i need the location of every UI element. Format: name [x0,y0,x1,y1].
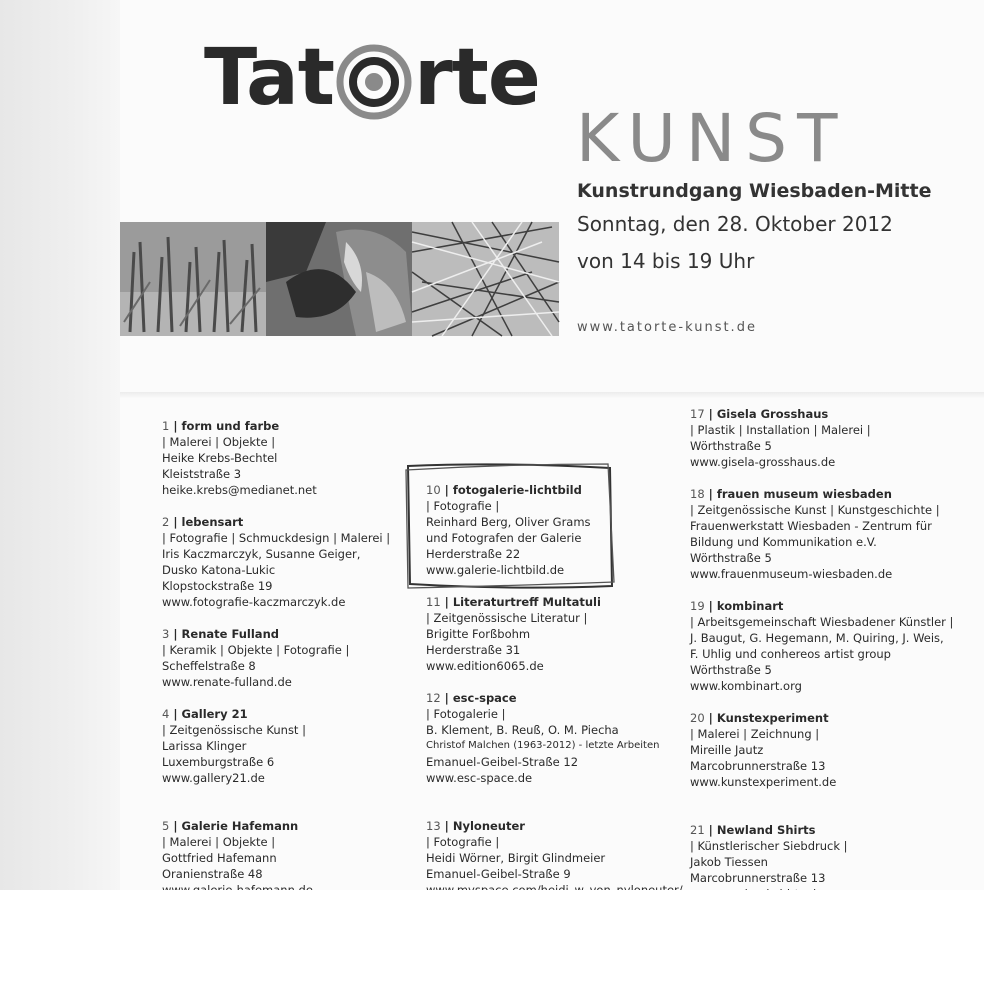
venue-5: 5 | Galerie Hafemann | Malerei | Objekte | Gottfried Hafemann Oranienstraße 48 [162,818,412,898]
blank-margin [0,890,984,984]
venue-12-link[interactable]: www.esc-space.de [426,771,533,785]
event-subtitle: Kunstrundgang Wiesbaden-Mitte [577,180,932,202]
logo-text-right: rte [414,33,540,123]
venue-11-link[interactable]: www.edition6065.de [426,659,544,673]
venue-11: 11 | Literaturtreff Multatuli | Zeitgenössische Literatur | Brigitte Forßbohm Herderstraße 31 www.edition6065.de [426,594,676,674]
venue-20-link[interactable]: www.kunstexperiment.de [690,775,837,789]
venue-20: 20 | Kunstexperiment | Malerei | Zeichnung | Mireille Jautz Marcobrunnerstraße 13 www.kunstexperiment.de [690,710,940,790]
venue-10: 10 | fotogalerie-lichtbild | Fotografie | Reinhard Berg, Oliver Grams und Fotografen der Galerie Herderstraße 22 www.galerie-lichtbild.de [426,482,676,578]
venue-1: 1 | form und farbe | Malerei | Objekte | Heike Krebs-Bechtel Kleiststraße 3 heike.krebs@medianet.net [162,418,412,498]
venue-4: 4 | Gallery 21 | Zeitgenössische Kunst | Larissa Klinger Luxemburgstraße 6 www.gallery21.de [162,706,412,786]
fold-line [120,392,984,398]
venue-10-link[interactable]: www.galerie-lichtbild.de [426,563,565,577]
kunst-title: KUNST [576,100,848,177]
venue-2: 2 | lebensart | Fotografie | Schmuckdesign | Malerei | Iris Kaczmarczyk, Susanne Geiger, Dusko Katona-Lukic Klopstockstraße 19 www.fotografie-kaczmarczyk.de [162,514,412,610]
target-icon [336,44,412,120]
venue-4-link[interactable]: www.gallery21.de [162,771,265,785]
venue-3: 3 | Renate Fulland | Keramik | Objekte | Fotografie | Scheffelstraße 8 www.renate-fulland.de [162,626,412,690]
venue-18-link[interactable]: www.frauenmuseum-wiesbaden.de [690,567,893,581]
photo-grass [120,222,267,336]
photo-figure [266,222,413,336]
flyer-sheet [120,0,984,890]
event-date: Sonntag, den 28. Oktober 2012 [577,212,893,236]
venue-13: 13 | Nyloneuter | Fotografie | Heidi Wörner, Birgit Glindmeier Emanuel-Geibel-Straße 9 [426,818,676,898]
venue-2-link[interactable]: www.fotografie-kaczmarczyk.de [162,595,346,609]
event-time: von 14 bis 19 Uhr [577,249,755,273]
website-url[interactable]: www.tatorte-kunst.de [577,320,757,335]
venue-17: 17 | Gisela Grosshaus | Plastik | Installation | Malerei | Wörthstraße 5 www.gisela-grosshaus.de [690,406,940,470]
venue-21: 21 | Newland Shirts | Künstlerischer Siebdruck | Jakob Tiessen Marcobrunnerstraße 13 [690,822,940,902]
venue-19: 19 | kombinart | Arbeitsgemeinschaft Wiesbadener Künstler | J. Baugut, G. Hegemann, M. Quiring, J. Weis, F. Uhlig und conhereos artist group Wörthstraße 5 www.kombinart.org [690,599,954,693]
photo-straw [412,222,559,336]
venue-3-link[interactable]: www.renate-fulland.de [162,675,292,689]
logo-text-left: Tat [204,33,335,123]
venue-17-link[interactable]: www.gisela-grosshaus.de [690,455,836,469]
venue-19-link[interactable]: www.kombinart.org [690,679,802,693]
venue-12: 12 | esc-space | Fotogalerie | B. Klement, B. Reuß, O. M. Piecha Christof Malchen (1963-2012) - letzte Arbeiten Emanuel-Geibel-Straße 12 www.esc-space.de [426,690,676,786]
venue-1-link[interactable]: heike.krebs@medianet.net [162,483,317,497]
venue-18: 18 | frauen museum wiesbaden | Zeitgenössische Kunst | Kunstgeschichte | Frauenwerkstatt Wiesbaden - Zentrum für Bildung und Kommunikation e.V. Wörthstraße 5 www.frauenmuseum-wiesbaden.de [690,487,940,581]
tatorte-logo [204,18,540,138]
scan-margin [0,0,120,890]
